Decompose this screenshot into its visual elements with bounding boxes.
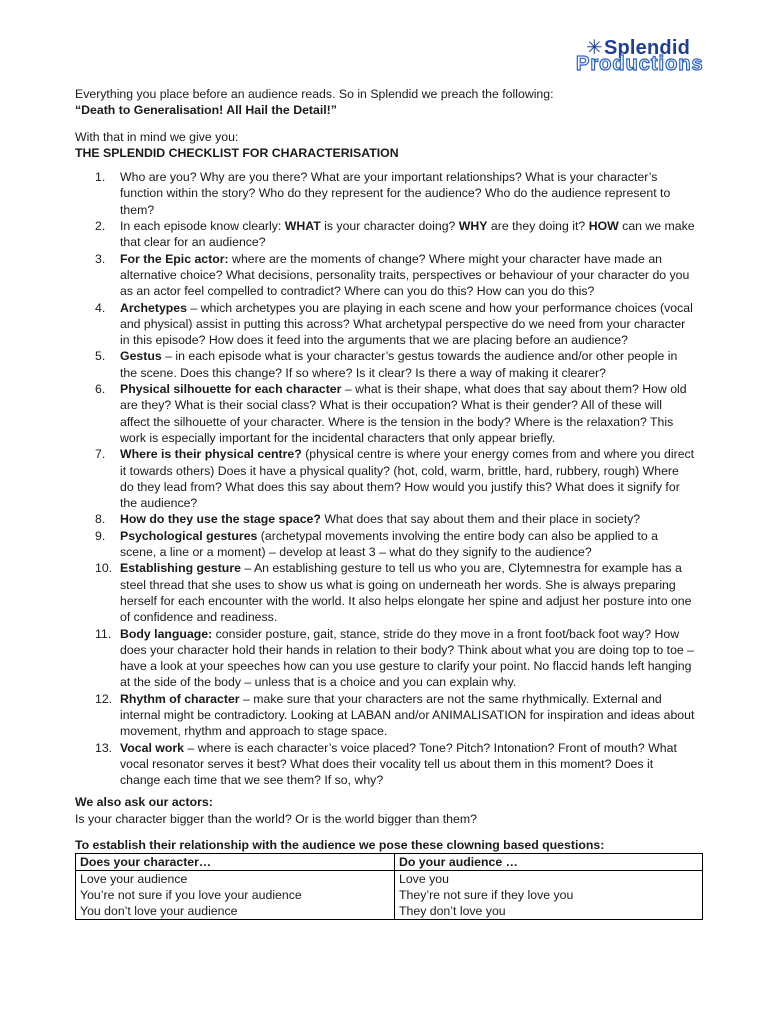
star-icon: ✳: [586, 37, 603, 59]
intro-line3: With that in mind we give you:: [75, 129, 239, 144]
list-item: 6. Physical silhouette for each character – what is their shape, what does that say about them? How old are they? What is their social class? What is their occupation? What is their gender? All of these will affect the silhouette of your character. Where is the tension in the body? Where is the relaxation? This work is especially important for the incidental characters that only appear briefly.: [95, 382, 687, 445]
splendid-productions-logo: [578, 36, 718, 80]
clowning-table: [75, 853, 703, 920]
checklist: [75, 169, 695, 788]
list-item: 10. Establishing gesture – An establishing gesture to tell us who you are, Clytemnestra for example has a steel thread that she uses to show us what is going on underneath her words. She is always preparing herself for each encounter with the world. It also helps elongate her spine and adjust her posture into one of confidence and readiness.: [95, 561, 692, 625]
intro-line1: Everything you place before an audience reads. So in Splendid we preach the following:: [75, 87, 554, 101]
actors-heading: We also ask our actors:: [75, 795, 213, 810]
list-item: 1. Who are you? Why are you there? What are your important relationships? What is your character’s function within the story? Who do they represent for the audience? Who do the audience represent to them?: [95, 170, 671, 217]
table-row: You don’t love your audience They don’t love you: [76, 903, 703, 920]
table-header-row: [76, 854, 703, 871]
list-item: 9. Psychological gestures (archetypal movements involving the entire body can also be applied to a scene, a line or a moment) – develop at least 3 – what do they signify to the audience?: [95, 528, 658, 560]
table-row: Love your audience Love you: [76, 871, 703, 888]
list-item: 12. Rhythm of character – make sure that your characters are not the same rhythmically. External and internal might be contradictory. Looking at LABAN and/or ANIMALISATION for inspiration and ideas about movement, rhythm and approach to stage space.: [95, 691, 695, 739]
table-row: You’re not sure if you love your audience They’re not sure if they love you: [76, 887, 703, 903]
actors-question: Is your character bigger than the world? Or is the world bigger than them?: [75, 811, 477, 826]
list-item: 13. Vocal work – where is each character’s voice placed? Tone? Pitch? Intonation? Front of mouth? What vocal resonator serves it best? What does their vocality tell us about them in this moment? Does it change each time that we see them? If so, why?: [95, 740, 677, 788]
logo-line2: Productions: [576, 53, 704, 75]
column-header: Do your audience …: [395, 854, 703, 871]
list-item: 7. Where is their physical centre? (physical centre is where your energy comes from and where you direct it towards others) Does it have a physical quality? (hot, cold, warm, brittle, hard, rubbery, rough) Where do they lead from? What does this say about them? How would you justify this? What does it signify for the audience?: [95, 447, 695, 511]
list-item: 3. For the Epic actor: where are the moments of change? Where might your character have made an alternative choice? What decisions, personality traits, perspectives or behaviour of your character do you as an actor feel compelled to contradict? Where can you do this? How can you do this?: [95, 251, 690, 299]
document-body: [75, 86, 695, 920]
list-item: 8. How do they use the stage space? What does that say about them and their place in society?: [95, 512, 641, 527]
logo-line1: Splendid: [603, 37, 691, 59]
column-header: Does your character…: [76, 854, 395, 871]
list-item: 4. Archetypes – which archetypes you are playing in each scene and how your performance choices (vocal and physical) assist in putting this across? What archetypal perspective do we need from your character in this episode? How does it feed into the arguments that we are placing before an audience?: [95, 300, 693, 348]
list-item: 11. Body language: consider posture, gait, stance, stride do they move in a front foot/back foot way? How does your character hold their hands in relation to their body? Think about what you are doing top to toe – have a look at your speeches how can you use gesture to clarify your point. No flaccid hands left hanging at the side of the body – unless that is a choice and you can explain why.: [95, 626, 694, 690]
list-item: 5. Gestus – in each episode what is your character’s gestus towards the audience and/or other people in the scene. Does this change? If so where? Is it clear? Is there a way of making it clearer?: [95, 349, 678, 380]
clowning-heading: To establish their relationship with the audience we pose these clowning based questions:: [75, 838, 605, 853]
intro-motto: “Death to Generalisation! All Hail the Detail!”: [75, 103, 337, 118]
checklist-title: THE SPLENDID CHECKLIST FOR CHARACTERISATION: [75, 145, 399, 160]
list-item: 2. In each episode know clearly: WHAT is your character doing? WHY are they doing it? HOW can we make that clear for an audience?: [95, 219, 695, 250]
